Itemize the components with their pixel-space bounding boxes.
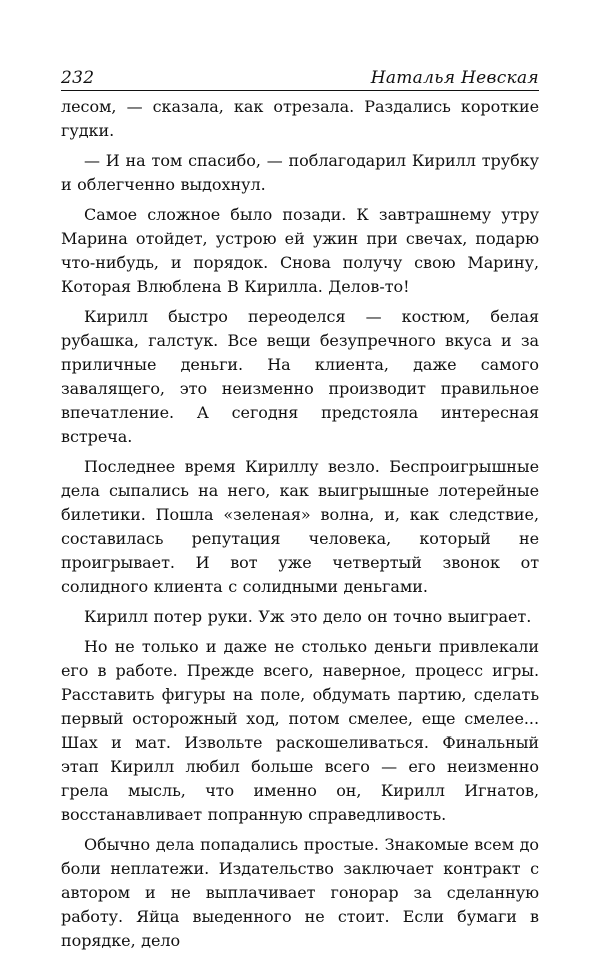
paragraph: Кирилл потер руки. Уж это дело он точно выиграет. bbox=[84, 607, 532, 626]
paragraph: Но не только и даже не столько деньги привлекали его в работе. Прежде всего, наверное, процесс игры. Расставить фигуры на поле, обдумать партию, сделать первый осторожный ход, потом смелее, еще смелее... Шах и мат. Извольте раскошеливаться. Финальный этап Кирилл любил больше всего — его неизменно грела мысль, что именно он, Кирилл Игнатов, восстанавливает попранную справедливость. bbox=[61, 637, 539, 824]
running-head-author: Наталья Невская bbox=[370, 68, 539, 88]
paragraph: — И на том спасибо, — поблагодарил Кирилл трубку и облегченно выдохнул. bbox=[61, 151, 539, 194]
paragraph: лесом, — сказала, как отрезала. Раздались короткие гудки. bbox=[61, 97, 539, 140]
body-text bbox=[61, 95, 539, 953]
page-number: 232 bbox=[61, 68, 95, 88]
paragraph: Последнее время Кириллу везло. Беспроигрышные дела сыпались на него, как выигрышные лотерейные билетики. Пошла «зеленая» волна, и, как следствие, составилась репутация человека, который не проигрывает. И вот уже четвертый звонок от солидного клиента с солидными деньгами. bbox=[61, 457, 539, 596]
paragraph: Кирилл быстро переоделся — костюм, белая рубашка, галстук. Все вещи безупречного вкуса и за приличные деньги. На клиента, даже самого завалящего, это неизменно производит правильное впечатление. А сегодня предстояла интересная встреча. bbox=[61, 307, 539, 446]
paragraph: Обычно дела попадались простые. Знакомые всем до боли неплатежи. Издательство заключает контракт с автором и не выплачивает гонорар за сделанную работу. Яйца выеденного не стоит. Если бумаги в порядке, дело bbox=[61, 835, 539, 950]
page-header bbox=[61, 62, 539, 91]
book-page bbox=[61, 62, 539, 953]
paragraph: Самое сложное было позади. К завтрашнему утру Марина отойдет, устрою ей ужин при свечах, подарю что-нибудь, и порядок. Снова получу свою Марину, Которая Влюблена В Кирилла. Делов-то! bbox=[61, 205, 539, 296]
